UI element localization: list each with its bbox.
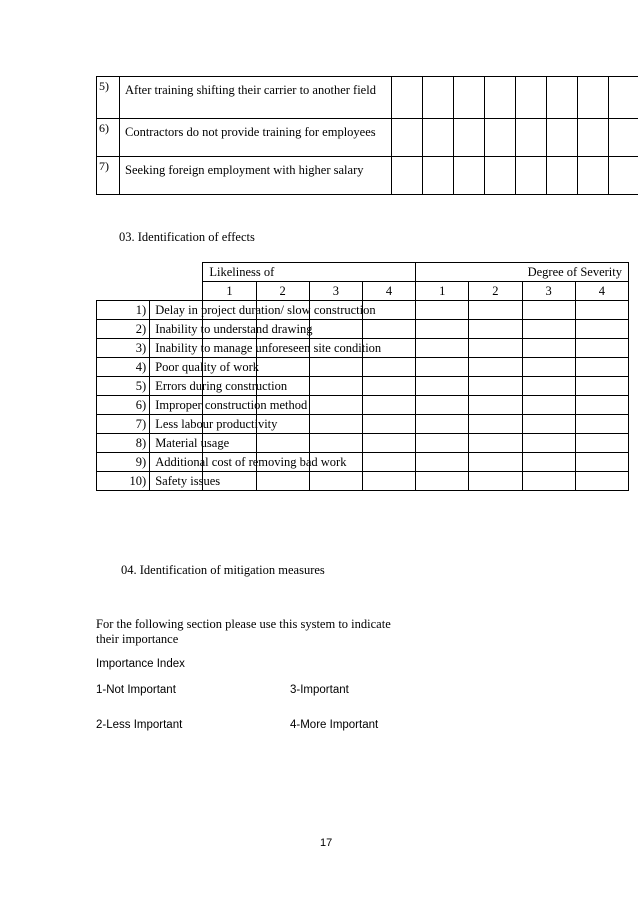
rating-cell: [575, 377, 628, 396]
row-text: After training shifting their carrier to another field: [120, 77, 392, 119]
section-4-title: 04. Identification of mitigation measures: [121, 563, 325, 577]
importance-item-4: 4-More Important: [290, 719, 379, 731]
rating-cell: [416, 415, 469, 434]
rating-cell: [575, 358, 628, 377]
rating-cell: [547, 77, 578, 119]
rating-cell: [485, 119, 516, 157]
rating-cell: [469, 320, 522, 339]
severity-header: Degree of Severity: [416, 263, 629, 282]
rating-cell: [516, 157, 547, 195]
rating-cell: [416, 358, 469, 377]
rating-cell: [578, 119, 609, 157]
rating-cell: [522, 358, 575, 377]
row-number: 6): [97, 119, 120, 157]
rating-cell: [522, 396, 575, 415]
scale-number: 3: [522, 282, 575, 301]
importance-item-2: 2-Less Important: [96, 719, 183, 731]
header-row-scale: [97, 282, 629, 301]
row-text: Inability to manage unforeseen site condition: [150, 339, 203, 358]
rating-cell: [609, 157, 638, 195]
rating-cell: [392, 119, 423, 157]
rating-cell: [454, 77, 485, 119]
effect-row: [97, 377, 629, 396]
instruction-line-1: For the following section please use this system to indicate: [96, 617, 391, 631]
rating-cell: [416, 320, 469, 339]
row-text: Additional cost of removing bad work: [150, 453, 203, 472]
rating-cell: [575, 339, 628, 358]
rating-cell: [469, 358, 522, 377]
rating-cell: [362, 396, 415, 415]
effect-row: [97, 301, 629, 320]
page-number: 17: [320, 837, 333, 849]
rating-cell: [392, 77, 423, 119]
importance-item-3: 3-Important: [290, 684, 349, 696]
rating-cell: [516, 77, 547, 119]
rating-cell: [516, 119, 547, 157]
rating-cell: [454, 119, 485, 157]
rating-cell: [309, 434, 362, 453]
rating-cell: [362, 415, 415, 434]
rating-cell: [575, 396, 628, 415]
rating-cell: [423, 119, 454, 157]
rating-cell: [522, 301, 575, 320]
rating-cell: [469, 396, 522, 415]
instruction-line-2: their importance: [96, 632, 179, 646]
header-blank: [97, 263, 150, 282]
row-text: Seeking foreign employment with higher salary: [120, 157, 392, 195]
importance-title: Importance Index: [96, 658, 185, 670]
rating-cell: [485, 157, 516, 195]
rating-cell: [485, 77, 516, 119]
rating-cell: [469, 301, 522, 320]
row-number: 10): [97, 472, 150, 491]
row-text: Poor quality of work: [150, 358, 203, 377]
effect-row: [97, 396, 629, 415]
effect-row: [97, 339, 629, 358]
rating-cell: [416, 434, 469, 453]
rating-cell: [522, 377, 575, 396]
cause-row: [97, 157, 638, 195]
rating-cell: [423, 77, 454, 119]
effect-row: [97, 472, 629, 491]
rating-cell: [362, 453, 415, 472]
rating-cell: [416, 396, 469, 415]
rating-cell: [416, 453, 469, 472]
rating-cell: [522, 415, 575, 434]
rating-cell: [469, 415, 522, 434]
rating-cell: [256, 472, 309, 491]
row-number: 9): [97, 453, 150, 472]
row-text: Improper construction method: [150, 396, 203, 415]
rating-cell: [575, 320, 628, 339]
rating-cell: [362, 472, 415, 491]
row-text: Material usage: [150, 434, 203, 453]
row-number: 6): [97, 396, 150, 415]
row-number: 8): [97, 434, 150, 453]
scale-number: 4: [575, 282, 628, 301]
row-text: Safety issues: [150, 472, 203, 491]
rating-cell: [309, 472, 362, 491]
cause-row: [97, 77, 638, 119]
row-text: Inability to understand drawing: [150, 320, 203, 339]
scale-number: 2: [469, 282, 522, 301]
row-text: Errors during construction: [150, 377, 203, 396]
row-number: 3): [97, 339, 150, 358]
importance-item-1: 1-Not Important: [96, 684, 176, 696]
row-number: 1): [97, 301, 150, 320]
rating-cell: [256, 358, 309, 377]
rating-cell: [575, 472, 628, 491]
scale-number: 3: [309, 282, 362, 301]
rating-cell: [469, 453, 522, 472]
scale-number: 4: [362, 282, 415, 301]
rating-cell: [522, 472, 575, 491]
rating-cell: [469, 434, 522, 453]
rating-cell: [578, 157, 609, 195]
scale-number: 1: [203, 282, 256, 301]
rating-cell: [416, 301, 469, 320]
row-text: Delay in project duration/ slow construction: [150, 301, 203, 320]
likeliness-header: Likeliness of: [203, 263, 416, 282]
rating-cell: [309, 396, 362, 415]
rating-cell: [416, 339, 469, 358]
rating-cell: [309, 358, 362, 377]
cause-row: [97, 119, 638, 157]
row-number: 5): [97, 77, 120, 119]
section-3-title: 03. Identification of effects: [119, 230, 255, 244]
rating-cell: [362, 434, 415, 453]
scale-number: 2: [256, 282, 309, 301]
rating-cell: [392, 157, 423, 195]
rating-cell: [522, 339, 575, 358]
rating-cell: [575, 415, 628, 434]
rating-cell: [362, 377, 415, 396]
rating-cell: [416, 377, 469, 396]
effect-row: [97, 320, 629, 339]
row-text: Less labour productivity: [150, 415, 203, 434]
rating-cell: [578, 77, 609, 119]
scale-number: 1: [416, 282, 469, 301]
rating-cell: [256, 434, 309, 453]
effect-row: [97, 453, 629, 472]
rating-cell: [609, 119, 638, 157]
row-number: 2): [97, 320, 150, 339]
rating-cell: [469, 472, 522, 491]
rating-cell: [362, 320, 415, 339]
effect-row: [97, 415, 629, 434]
rating-cell: [469, 339, 522, 358]
rating-cell: [575, 301, 628, 320]
rating-cell: [522, 434, 575, 453]
rating-cell: [454, 157, 485, 195]
row-text: Contractors do not provide training for employees: [120, 119, 392, 157]
rating-cell: [547, 157, 578, 195]
rating-cell: [362, 358, 415, 377]
row-number: 5): [97, 377, 150, 396]
header-row-groups: [97, 263, 629, 282]
causes-table: [96, 76, 638, 195]
rating-cell: [309, 415, 362, 434]
row-number: 7): [97, 415, 150, 434]
rating-cell: [522, 453, 575, 472]
row-number: 4): [97, 358, 150, 377]
row-number: 7): [97, 157, 120, 195]
effect-row: [97, 358, 629, 377]
rating-cell: [309, 377, 362, 396]
rating-cell: [423, 157, 454, 195]
effect-row: [97, 434, 629, 453]
rating-cell: [309, 320, 362, 339]
effects-table: [96, 262, 629, 491]
rating-cell: [416, 472, 469, 491]
rating-cell: [575, 453, 628, 472]
rating-cell: [609, 77, 638, 119]
rating-cell: [469, 377, 522, 396]
rating-cell: [575, 434, 628, 453]
rating-cell: [522, 320, 575, 339]
rating-cell: [547, 119, 578, 157]
